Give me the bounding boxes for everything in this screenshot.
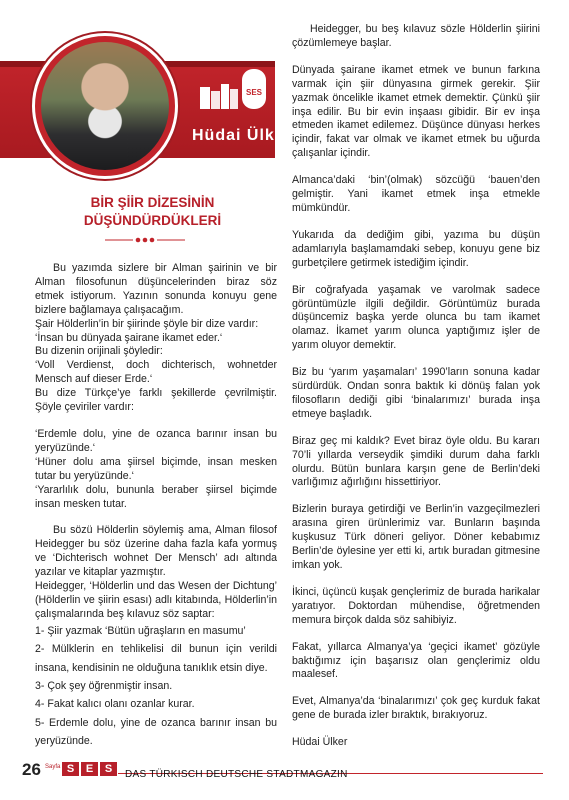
paragraph: Evet, Almanya’da ‘binalarımızı’ çok geç kurduk fakat gene de burada izler bıraktık, bırakıyoruz. (292, 695, 540, 722)
magazine-name: DAS TÜRKISCH DEUTSCHE STADTMAGAZIN (125, 769, 348, 780)
paragraph: Biz bu ‘yarım yaşamaları’ 1990’ların sonuna kadar sürdürdük. Ondan sonra baktık ki dönüş falan yok filosofların dediği gibi ‘binalarımızı’ burada inşa etmeye başladık. (292, 366, 540, 420)
paragraph: Yukarıda da dediğim gibi, yazıma bu düşün adamlarıyla başlamamdaki sebep, konuyu gene biz gurbetçilere getirmek istediğim içindir. (292, 228, 540, 269)
left-column (35, 262, 277, 751)
logo-letter: S (62, 762, 79, 776)
paragraph: Şair Hölderlin’in bir şiirinde şöyle bir dize vardır: (35, 317, 259, 330)
paragraph: Dünyada şairane ikamet etmek ve bunun farkına varmak için şiir dünyasına girmek gerekir. Şiir yazmak öncelikle ikamet etmek demektir. Çünkü şiir inşa edilir. Bu bir evin inşaası gibidir. Bir ev inşa etmeden ikamet edilemez. Düşünce dünyası herkes içindir, fakat var olmak ve ikamet etmek bu uğurda çalışanlar içindir. (292, 63, 540, 160)
paragraph: Bu dize Türkçe’ye farklı şekillerde çevrilmiştir. Şöyle çeviriler vardır: (35, 387, 277, 414)
page-number: 26 (22, 760, 41, 779)
paragraph: Heidegger, bu beş kılavuz sözle Hölderlin şiirini çözümlemeye başlar. (292, 23, 540, 49)
page-label: Sayfa (45, 764, 61, 770)
list-item: 2- Mülklerin en tehlikelisi dil bunun için verildi insana, kendisinin ne olduğuna tanıklık etsin diye. (35, 643, 277, 674)
article-title (60, 194, 245, 230)
icon-label: SES (245, 88, 263, 97)
right-column (292, 23, 540, 750)
paragraph: Bu dizenin orijinali şöyledir: (35, 345, 163, 358)
magazine-logo (62, 762, 117, 776)
dots-divider (105, 236, 185, 244)
list-item: 1- Şiir yazmak ‘Bütün uğraşların en masumu’ (35, 624, 246, 637)
paragraph: Fakat, yıllarca Almanya’ya ‘geçici ikamet’ gözüyle baktığımız için başarısız olan gençlerimiz oldu maalesef. (292, 640, 540, 681)
paragraph: Bizlerin buraya getirdiği ve Berlin’in vazgeçilmezleri arasına giren ürünlerimiz var. Bunların başında kuşkusuz Türk döneri geliyor. Döner kebabımız Berlin’de öylesine yer etti ki, artık buradan gitmesine imkan yok. (292, 503, 540, 571)
books-icon (198, 67, 270, 109)
author-signature: Hüdai Ülker (292, 736, 348, 749)
logo-letter: S (100, 762, 117, 776)
list-item: 5- Erdemle dolu, yine de ozanca barınır insan bu yeryüzünde. (35, 716, 277, 748)
quote: ‘Yararlılık dolu, bununla beraber şiirsel biçimde insan mesken tutar. (35, 483, 277, 510)
title-line-2: DÜŞÜNDÜRDÜKLERİ (83, 213, 222, 228)
title-line-1: BİR ŞİİR DİZESİNİN (90, 195, 215, 210)
quote: ‘Erdemle dolu, yine de ozanca barınır insan bu yeryüzünde.‘ (35, 427, 277, 454)
paragraph: Bu sözü Hölderlin söylemiş ama, Alman filosof Heidegger bu söz üzerine daha fazla kafa yormuş ve ‘Dichterisch wohnet Der Mensch’ adı altında yazılar ve kitaplar yazmıştır. (35, 524, 277, 579)
paragraph: Almanca’daki ‘bin’(olmak) sözcüğü ‘bauen’den gelmiştir. Yani ikamet etmek inşa etmekle mümkündür. (292, 174, 540, 214)
paragraph: ‘Voll Verdienst, doch dichterisch, wohnetder Mensch auf dieser Erde.‘ (35, 359, 277, 386)
author-photo (41, 42, 169, 170)
author-photo-frame (32, 33, 178, 179)
logo-letter: E (81, 762, 98, 776)
paragraph: Heidegger, ‘Hölderlin und das Wesen der Dichtung’ (Hölderlin ve şiirin esası) adlı kitabında, Hölderlin’in çalışmalarında beş kılavuz söz saptar: (35, 580, 277, 620)
quote: ‘Hüner dolu ama şiirsel biçimde, insan mesken tutar bu yeryüzünde.‘ (35, 455, 277, 482)
paragraph: ‘İnsan bu dünyada şairane ikamet eder.‘ (35, 331, 223, 344)
paragraph: Bu yazımda sizlere bir Alman şairinin ve bir Alman filosofunun düşüncelerinden biraz söz etmek istiyorum. Yazının sonunda konuyu gene bizlere bağlamaya çalışacağım. (35, 262, 277, 316)
list-item: 3- Çok şey öğrenmiştir insan. (35, 679, 173, 692)
paragraph: İkinci, üçüncü kuşak gençlerimiz de burada harikalar yaratıyor. Doktordan mühendise, öğretmenden memura birçok dalda söz sahibiyiz. (292, 585, 540, 626)
paragraph: Biraz geç mi kaldık? Evet biraz öyle oldu. Bu kararı 70’li yıllarda verseydik şimdiki durum daha farklı olurdu. Bütün bunlara karşın gene de Berlin’deki varlığımız ağırlığını hissettiriyor. (292, 434, 540, 489)
author-name: Hüdai Ülker (192, 127, 292, 144)
list-item: 4- Fakat kalıcı olanı ozanlar kurar. (35, 698, 195, 711)
paragraph: Bir coğrafyada yaşamak ve varolmak sadece görüntümüzle ilgili değildir. Görüntümüz burada düşüncemiz başka yerde olunca bu tam ikamet olamaz. İkamet yarım olunca yaptığımız işler de yarım oluyor demektir. (292, 283, 540, 352)
